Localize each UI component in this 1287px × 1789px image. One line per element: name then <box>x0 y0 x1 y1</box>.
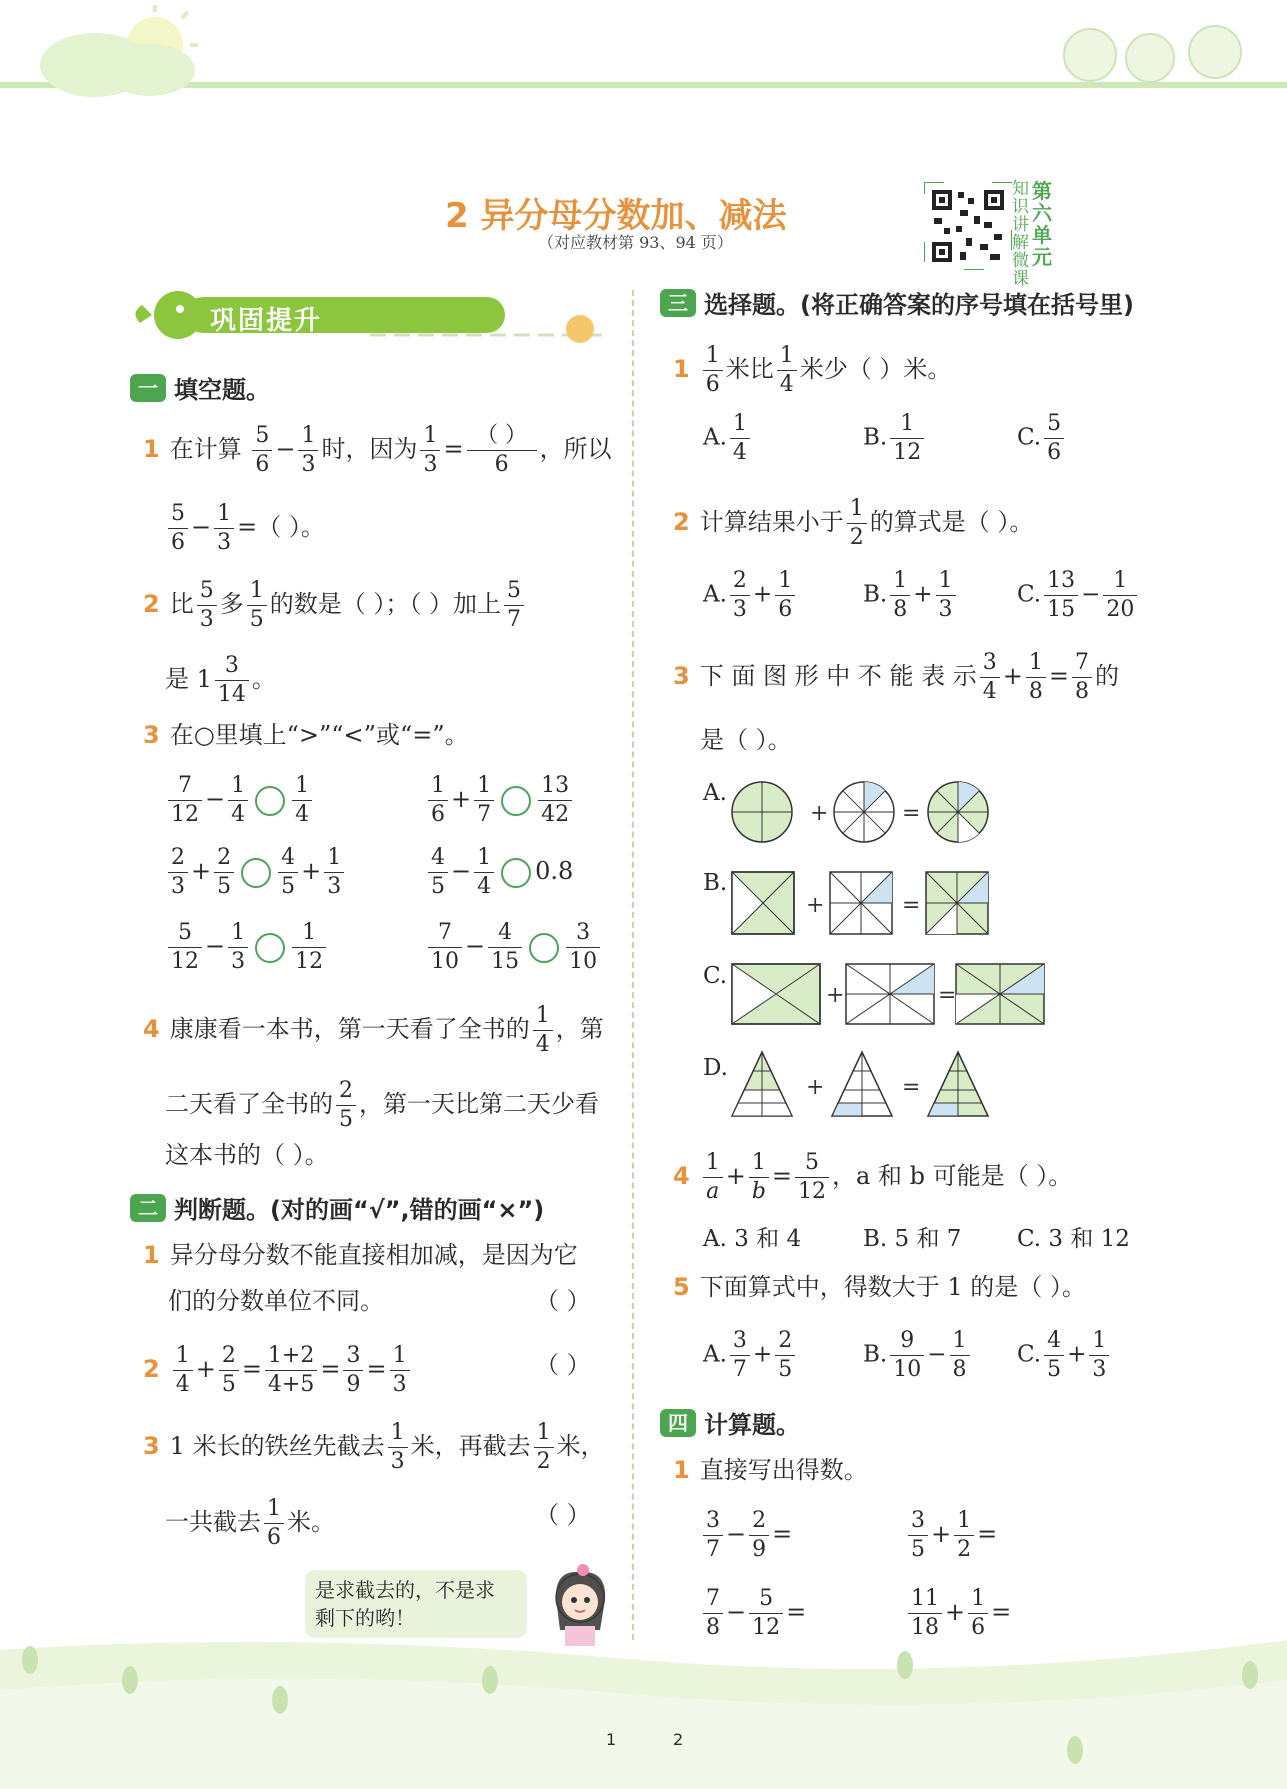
badge-text: 巩固提升 <box>210 306 323 336</box>
column-divider <box>632 290 634 1640</box>
judge-q3-line1: 3 1 米长的铁丝先截去 $\frac{1}{3}$ 米，再截去 $\frac{1}{2}$ 米， <box>143 1420 605 1474</box>
choice-q4-option-b[interactable]: B. 5 和 7 <box>863 1226 962 1252</box>
calc-expr-1: $\frac{3}{7}$ − $\frac{2}{9}$ = <box>700 1510 792 1561</box>
section-choice: 三 选择题。(将正确答案的序号填在括号里) <box>660 285 1134 320</box>
hint-bubble: 是求截去的，不是求 剩下的哟！ <box>305 1570 527 1638</box>
calc-expr-2: $\frac{3}{5}$ + $\frac{1}{2}$ = <box>905 1510 997 1561</box>
fill-q3-text: 3 在○里填上“>”“<”或“=”。 <box>143 721 469 749</box>
calc-q1-title: 1 直接写出得数。 <box>673 1456 868 1484</box>
svg-text:=: = <box>938 983 957 1008</box>
compare-2: $\frac{1}{6}$ + $\frac{1}{7}$ $\frac{13}{42}$ <box>425 775 575 826</box>
judge-q2-answer[interactable]: （ ） <box>535 1351 591 1379</box>
svg-text:+: + <box>806 1075 825 1100</box>
judge-q3-answer[interactable]: （ ） <box>535 1501 591 1529</box>
choice-q1-text: 1 $\frac{1}{6}$ 米比 $\frac{1}{4}$ 米少（ ）米。 <box>673 343 952 397</box>
compare-circle[interactable] <box>501 858 531 888</box>
calc-expr-3: $\frac{7}{8}$ − $\frac{5}{12}$ = <box>700 1588 806 1639</box>
fill-q4-line3: 这本书的（ ）。 <box>165 1141 329 1169</box>
choice-q3-option-a[interactable]: A. <box>703 780 727 806</box>
choice-q5-option-a[interactable]: A. $\frac{3}{7}$ + $\frac{2}{5}$ <box>703 1330 798 1381</box>
compare-circle[interactable] <box>255 933 285 963</box>
choice-q5-text: 5 下面算式中，得数大于 1 的是（ ）。 <box>673 1273 1086 1301</box>
compare-circle[interactable] <box>501 786 531 816</box>
consolidate-badge <box>130 283 610 343</box>
judge-q1-answer[interactable]: （ ） <box>535 1287 591 1315</box>
compare-3: $\frac{2}{3}$ + $\frac{2}{5}$ $\frac{4}{5}$ + $\frac{1}{3}$ <box>165 847 347 898</box>
choice-q4-option-c[interactable]: C. 3 和 12 <box>1017 1226 1130 1252</box>
choice-q3-line1: 3 下 面 图 形 中 不 能 表 示 $\frac{3}{4}$ + $\frac{1}{8}$ = $\frac{7}{8}$ 的 <box>673 650 1119 704</box>
judge-q2-expr: 2 $\frac{1}{4}$ + $\frac{2}{5}$ = $\frac{1+2}{4+5}$ = $\frac{3}{9}$ = $\frac{1}{3}$ <box>143 1345 413 1396</box>
choice-q1-option-b[interactable]: B. $\frac{1}{12}$ <box>863 413 927 464</box>
choice-q2-option-b[interactable]: B. $\frac{1}{8}$ + $\frac{1}{3}$ <box>863 570 959 621</box>
compare-1: $\frac{7}{12}$ − $\frac{1}{4}$ $\frac{1}{4}$ <box>165 775 315 826</box>
page-subtitle: （对应教材第 93、94 页） <box>538 233 733 252</box>
svg-text:+: + <box>826 983 845 1008</box>
option-c-rectangles-figure <box>730 962 1050 1028</box>
choice-q3-option-c[interactable]: C. <box>703 963 728 989</box>
compare-circle[interactable] <box>255 786 285 816</box>
page-number-left: 1 <box>606 1730 617 1749</box>
choice-q2-option-a[interactable]: A. $\frac{2}{3}$ + $\frac{1}{6}$ <box>703 570 798 621</box>
fill-q4-line1: 4 康康看一本书，第一天看了全书的 $\frac{1}{4}$ ，第 <box>143 1003 604 1057</box>
choice-q1-option-a[interactable]: A. $\frac{1}{4}$ <box>703 413 753 464</box>
compare-5: $\frac{5}{12}$ − $\frac{1}{3}$ $\frac{1}{12}$ <box>165 922 329 973</box>
choice-q5-option-c[interactable]: C. $\frac{4}{5}$ + $\frac{1}{3}$ <box>1017 1330 1112 1381</box>
section-fill-blanks: 一 填空题。 <box>130 370 270 405</box>
choice-q2-option-c[interactable]: C. $\frac{13}{15}$ − $\frac{1}{20}$ <box>1017 570 1140 621</box>
fill-q1-line1: 1 在计算 $\frac{5}{6}$ − $\frac{1}{3}$ 时，因为 $\frac{1}{3}$ = $\frac{( )}{6}$ ，所以 <box>143 423 612 477</box>
svg-text:=: = <box>902 893 921 918</box>
svg-text:=: = <box>902 801 921 826</box>
unit-label: 第六单元 <box>1032 179 1052 269</box>
fill-q2-line2: 是 1 $\frac{3}{14}$ 。 <box>165 653 276 707</box>
qr-code-icon[interactable] <box>924 182 1012 270</box>
choice-q3-option-d[interactable]: D. <box>703 1055 728 1081</box>
option-b-squares-figure <box>730 870 1000 938</box>
choice-q3-option-b[interactable]: B. <box>703 870 728 896</box>
judge-q1-line2: 们的分数单位不同。 <box>168 1287 384 1315</box>
page-title: 2 异分母分数加、减法 <box>445 196 787 236</box>
choice-q4-text: 4 $\frac{1}{a}$ + $\frac{1}{b}$ = $\frac{5}{12}$ ，a 和 b 可能是（ ）。 <box>673 1150 1073 1204</box>
choice-q4-option-a[interactable]: A. 3 和 4 <box>703 1226 802 1252</box>
section-calculation: 四 计算题。 <box>660 1405 800 1440</box>
header-decoration <box>0 0 1287 110</box>
svg-text:+: + <box>810 801 829 826</box>
choice-q3-line2: 是（ ）。 <box>700 726 792 754</box>
compare-4: $\frac{4}{5}$ − $\frac{1}{4}$ 0.8 <box>425 847 573 898</box>
fill-q2-line1: 2 比 $\frac{5}{3}$ 多 $\frac{1}{5}$ 的数是（ ）；（ ）加上 $\frac{5}{7}$ <box>143 580 527 631</box>
judge-q3-line2: 一共截去 $\frac{1}{6}$ 米。 <box>165 1496 335 1550</box>
compare-circle[interactable] <box>241 858 271 888</box>
page-number-right: 2 <box>673 1730 684 1749</box>
compare-6: $\frac{7}{10}$ − $\frac{4}{15}$ $\frac{3}{10}$ <box>425 922 603 973</box>
qr-caption: 知识讲解微课 <box>1012 179 1029 289</box>
option-a-circles-figure <box>730 778 1000 846</box>
fill-q4-line2: 二天看了全书的 $\frac{2}{5}$ ，第一天比第二天少看 <box>165 1078 599 1132</box>
option-d-triangles-figure <box>730 1050 1000 1120</box>
choice-q2-text: 2 计算结果小于 $\frac{1}{2}$ 的算式是（ ）。 <box>673 496 1034 550</box>
compare-circle[interactable] <box>529 933 559 963</box>
svg-text:+: + <box>806 893 825 918</box>
svg-text:=: = <box>902 1075 921 1100</box>
calc-expr-4: $\frac{11}{18}$ + $\frac{1}{6}$ = <box>905 1588 1011 1639</box>
choice-q5-option-b[interactable]: B. $\frac{9}{10}$ − $\frac{1}{8}$ <box>863 1330 973 1381</box>
judge-q1-line1: 1 异分母分数不能直接相加减，是因为它 <box>143 1241 578 1269</box>
fill-q1-line2: $\frac{5}{6}$ − $\frac{1}{3}$ =（ ）。 <box>165 503 325 554</box>
section-true-false: 二 判断题。(对的画“√”,错的画“×”) <box>130 1190 544 1225</box>
footer-landscape <box>0 1620 1287 1789</box>
choice-q1-option-c[interactable]: C. $\frac{5}{6}$ <box>1017 413 1067 464</box>
